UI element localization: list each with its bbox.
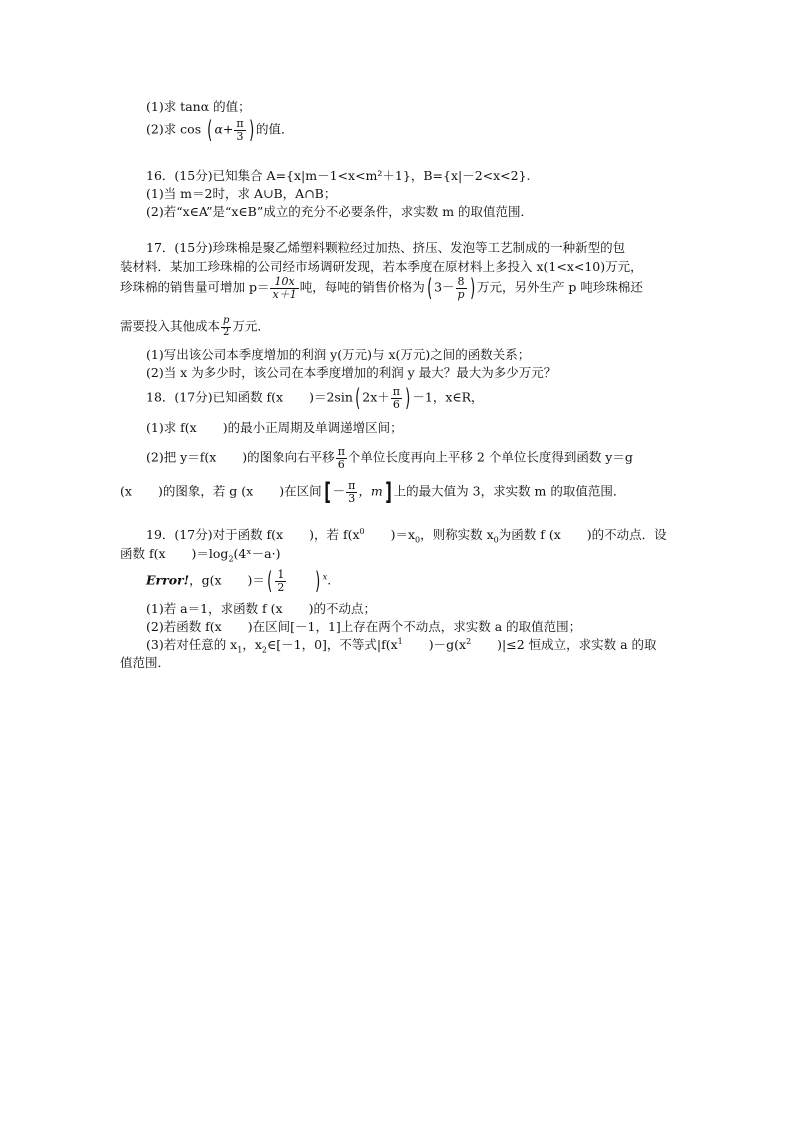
q19-line3-mid: ，g(x <box>189 572 222 588</box>
q15-part2-prefix: (2)求 cos <box>146 121 202 137</box>
frac-num: π <box>337 445 345 458</box>
error-text: Error! <box>146 572 190 588</box>
q19-exp-x: x <box>322 572 328 582</box>
frac-num: π <box>236 117 244 130</box>
q18-part2-suffix: 个单位长度再向上平移 2 个单位长度得到函数 y＝g <box>347 449 633 465</box>
q19-part3-mid2: ∈[－1，0]，不等式|f(x <box>266 637 398 652</box>
q18-header-arg: 2x＋ <box>362 389 390 405</box>
q18-line3-prefix: (x <box>120 483 132 499</box>
q18-line3-suffix: 上的最大值为 3，求实数 m 的取值范围． <box>393 483 626 499</box>
q19-line1-mid4: 为函数 f (x <box>498 527 561 542</box>
q19-part3-mid3: )－g(x <box>428 637 467 652</box>
q18-part2-prefix: (2)把 y＝f(x <box>146 449 217 465</box>
q15-part1: (1)求 tanα 的值； <box>146 99 251 114</box>
frac-den: 6 <box>391 398 402 411</box>
q19-line1-mid: )，若 f(x <box>309 527 360 542</box>
q19-sub-0b: 0 <box>493 535 499 545</box>
q19-line3 <box>146 567 332 596</box>
q18-header <box>146 384 484 413</box>
sales-fraction <box>270 276 298 300</box>
right-paren: ) <box>315 567 321 596</box>
q17-line4-prefix: 需要投入其他成本 <box>120 318 221 334</box>
q19-line2 <box>120 546 281 564</box>
pi-over-6-fraction <box>391 386 402 410</box>
frac-den: 6 <box>336 458 347 471</box>
q18-interval-minus: － <box>332 483 346 499</box>
left-paren: ( <box>426 274 432 303</box>
q19-part1 <box>146 603 376 616</box>
q19-line1-mid2: )＝x <box>390 527 416 542</box>
right-bracket: ] <box>384 478 392 507</box>
q18-part2-mid: )的图象向右平移 <box>242 449 335 465</box>
pi-over-6-fraction <box>336 446 347 470</box>
right-paren: ) <box>405 384 411 413</box>
q19-line2-mid: )＝log <box>191 546 229 561</box>
q19-sub-2: 2 <box>261 645 267 655</box>
frac-num: 10x <box>274 275 295 288</box>
q15-part2 <box>146 116 294 145</box>
q18-part2 <box>146 446 633 470</box>
frac-num: 8 <box>457 275 465 288</box>
q17-part1: (1)写出该公司本季度增加的利润 y(万元)与 x(万元)之间的函数关系； <box>146 347 531 362</box>
q19-sub-1: 1 <box>237 645 243 655</box>
q19-part3-prefix: (3)若对任意的 x <box>146 637 238 652</box>
one-half-fraction <box>275 569 286 593</box>
q18-line3 <box>120 478 626 507</box>
q18-header-suffix: －1，x∈R， <box>412 389 484 405</box>
q19-sup-1: 1 <box>397 636 403 646</box>
q17-line4-suffix: 万元． <box>232 318 270 334</box>
q19-line3-eq: )＝ <box>247 572 265 588</box>
frac-num: 1 <box>277 568 285 581</box>
q19-line2-suffix: (4ˣ－a·) <box>233 546 281 561</box>
left-paren: ( <box>207 116 213 145</box>
q19-part2 <box>146 621 581 634</box>
q15-alpha: α+ <box>214 121 234 137</box>
q19-line3-suffix: . <box>327 572 332 588</box>
q17-line3-suffix: 万元，另外生产 p 吨珍珠棉还 <box>476 279 643 295</box>
q19-sup-2: 2 <box>466 636 472 646</box>
q19-sup-0: 0 <box>359 526 365 536</box>
q16-part1: (1)当 m＝2时，求 A∪B，A∩B； <box>146 186 337 201</box>
frac-num: π <box>348 479 356 492</box>
q19-part2-suffix: )在区间[－1，1]上存在两个不动点，求实数 a 的取值范围； <box>247 619 582 634</box>
q16-part2: (2)若“x∈A”是“x∈B”成立的充分不必要条件，求实数 m 的取值范围． <box>146 204 534 219</box>
q18-part1-suffix: )的最小正周期及单调递增区间； <box>222 420 403 435</box>
q18-part1 <box>146 422 403 435</box>
q19-line1-suffix: )的不动点．设 <box>586 527 667 542</box>
q19-part3-line2: 值范围． <box>120 655 171 670</box>
q16-header: 16．(15分)已知集合 A={x|m－1<x<m²＋1}，B={x|－2<x<2}. <box>146 168 531 183</box>
right-paren: ) <box>469 274 475 303</box>
q19-line1-mid3: ，则称实数 x <box>420 527 494 542</box>
q17-line3-prefix: 珍珠棉的销售量可增加 p＝ <box>120 279 270 295</box>
q17-line4 <box>120 316 270 338</box>
q19-part3 <box>146 636 657 655</box>
q19-part1-suffix: )的不动点； <box>308 601 376 616</box>
q19-line1-prefix: 19．(17分)对于函数 f(x <box>146 527 284 542</box>
q19-part3-suffix: )|≤2 恒成立，求实数 a 的取 <box>497 637 657 652</box>
pi-over-3-fraction <box>346 480 357 504</box>
q19-line2-prefix: 函数 f(x <box>120 546 166 561</box>
q18-line3-mid: )的图象，若 g (x <box>157 483 254 499</box>
q17-line3 <box>120 274 643 303</box>
price-fraction <box>456 276 467 300</box>
frac-den: 3 <box>234 130 245 143</box>
q19-part3-mid: ，x <box>242 637 262 652</box>
q17-part2: (2)当 x 为多少时，该公司在本季度增加的利润 y 最大？最大为多少万元？ <box>146 365 557 380</box>
frac-den: 3 <box>346 492 357 505</box>
q17-line3-mid: 吨，每吨的销售价格为 <box>299 279 425 295</box>
q15-part2-suffix: 的值． <box>256 121 294 137</box>
frac-den: 2 <box>221 327 231 339</box>
left-paren: ( <box>267 567 273 596</box>
q19-log-base: 2 <box>228 554 234 564</box>
left-paren: ( <box>355 384 361 413</box>
q17-line1: 17．(15分)珍珠棉是聚乙烯塑料颗粒经过加热、挤压、发泡等工艺制成的一种新型的包 <box>146 240 626 255</box>
q19-part1-prefix: (1)若 a＝1，求函数 f (x <box>146 601 283 616</box>
q19-sub-0: 0 <box>415 535 421 545</box>
frac-den: x＋1 <box>272 287 297 301</box>
left-bracket: [ <box>323 478 331 507</box>
frac-num: p <box>223 315 230 326</box>
q18-header-mid: )＝2sin <box>309 389 353 405</box>
q17-price-three: 3－ <box>434 279 455 295</box>
frac-den: p <box>457 287 465 301</box>
q18-line3-mid2: )在区间 <box>279 483 322 499</box>
right-paren: ) <box>248 116 254 145</box>
q19-line1 <box>146 526 667 545</box>
cost-fraction <box>221 316 231 338</box>
q18-header-prefix: 18．(17分)已知函数 f(x <box>146 389 284 405</box>
q18-interval-end: ，m <box>358 483 383 499</box>
q17-line2: 装材料．某加工珍珠棉的公司经市场调研发现，若本季度在原材料上多投入 x(1<x<10)万元， <box>120 259 643 274</box>
frac-den: 2 <box>277 580 285 594</box>
q19-part2-prefix: (2)若函数 f(x <box>146 619 222 634</box>
frac-num: π <box>392 385 401 398</box>
pi-over-3-fraction <box>234 118 245 142</box>
q18-part1-prefix: (1)求 f(x <box>146 420 197 435</box>
